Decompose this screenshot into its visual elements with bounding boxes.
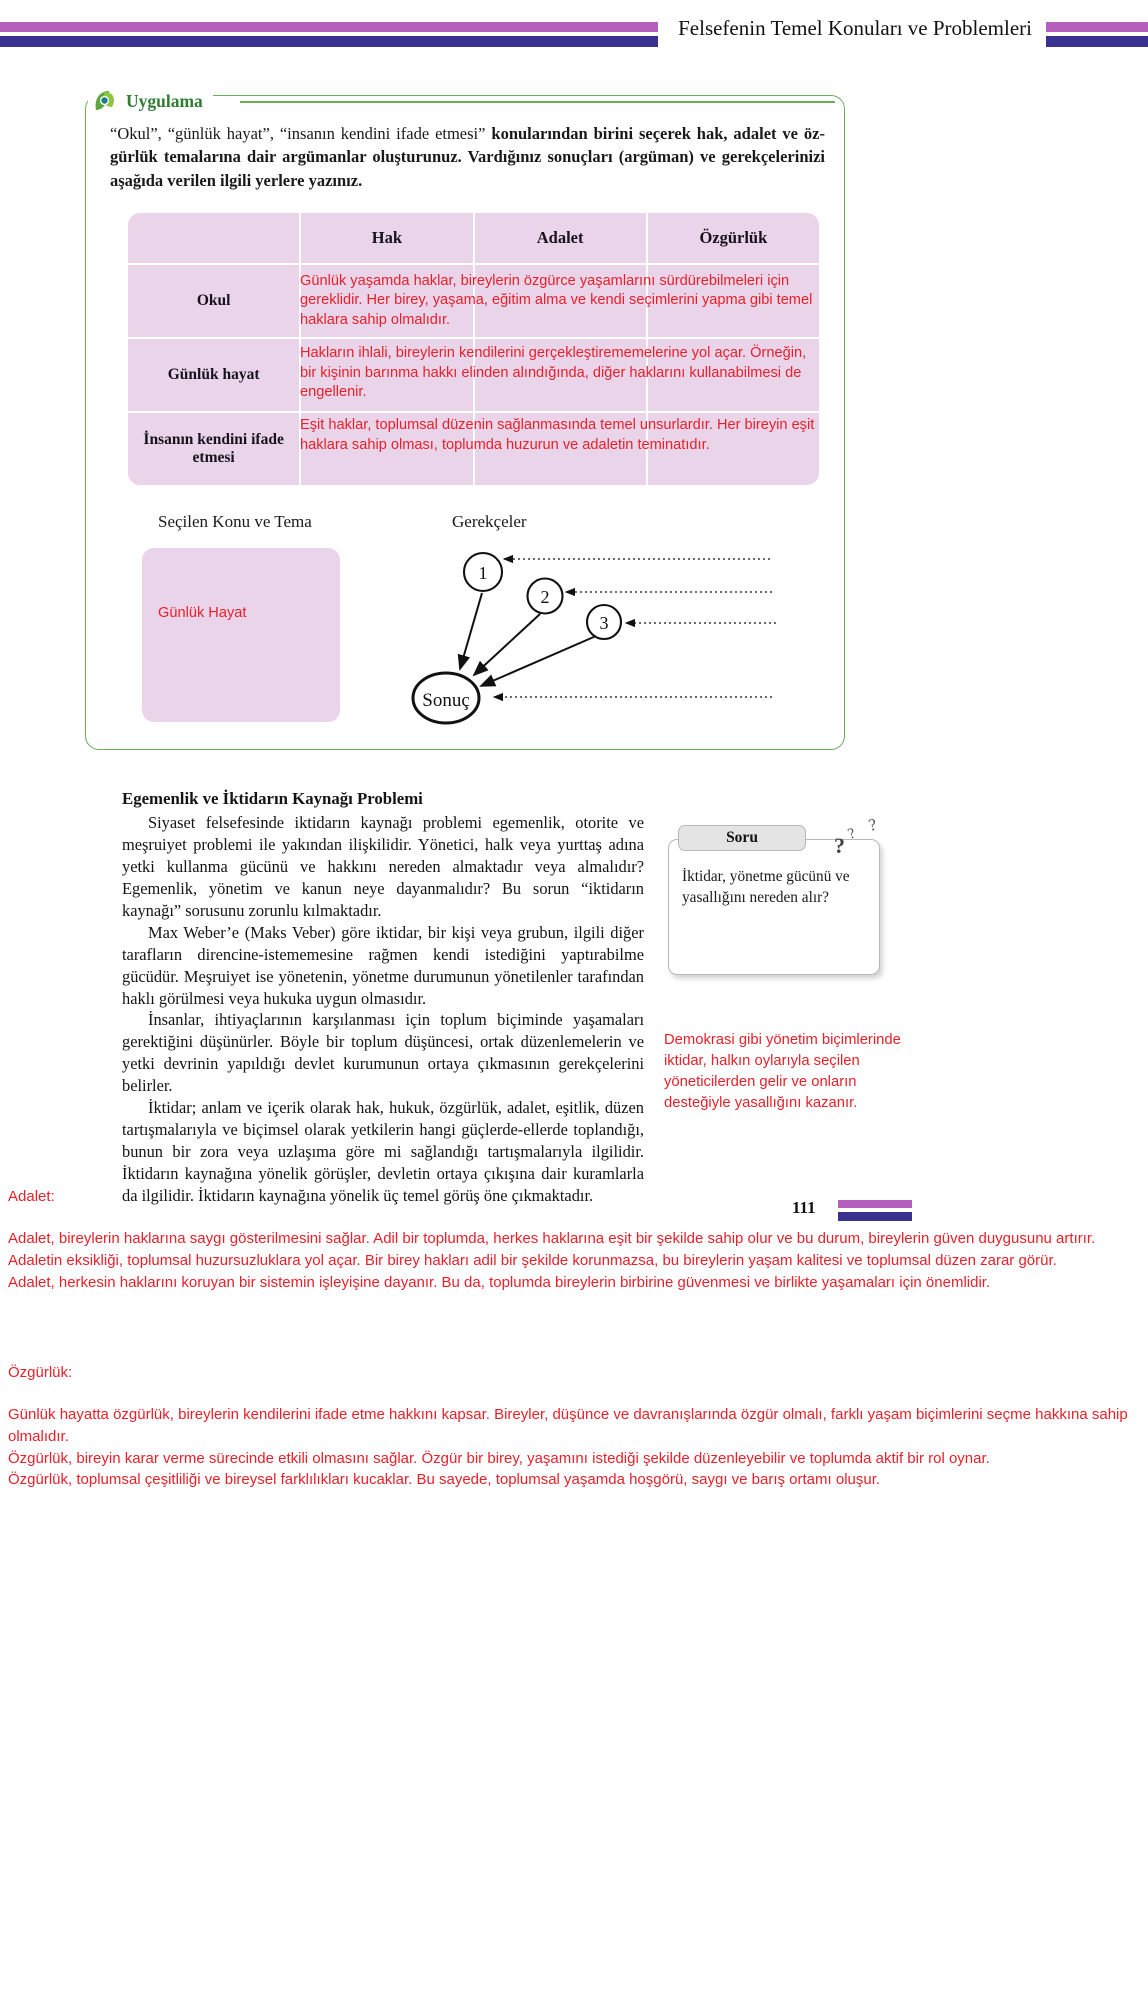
question-text: İktidar, yönetme gücünü ve yasallığını nereden alır? [682,868,850,906]
table-col-hak: Hak [301,213,472,263]
note-ozgurluk-body [8,1404,1128,1491]
svg-text:Sonuç: Sonuç [422,690,470,711]
svg-text:1: 1 [478,563,488,583]
page-title: Felsefenin Temel Konuları ve Problemleri [678,16,1032,40]
reasons-diagram [400,530,820,740]
table-cell-okul-ozgurluk[interactable] [648,265,819,337]
page-number-bar-bottom [838,1212,912,1221]
table-cell-okul-adalet[interactable] [475,265,646,337]
table-row-label-gunluk-hayat: Günlük hayat [128,339,299,411]
article-paragraph-2: Max Weber’e (Maks Veber) göre iktidar, bir kişi veya grubun, ilgili diğer tarafların direncine-istememesine rağmen kendi istediğini yaptırabilme gücüdür. Meşruiyet ise yönetenin, yönetme durumunun yönetilenler tarafından haklı görülmesi veya hukuka uygun olmasıdır. [122,922,644,1008]
svg-text:?: ? [845,825,858,843]
table-cell-ifade-adalet[interactable] [475,413,646,485]
note-adalet-heading: Adalet: [8,1188,55,1205]
article-body [122,788,644,1206]
note-adalet-line-1: Adalet, bireylerin haklarına saygı gösterilmesini sağlar. Adil bir toplumda, herkes haklarına eşit bir şekilde sahip olur ve bu durum, bireylerin güven duygusunu artırır. [8,1230,1096,1247]
table-row [128,413,819,485]
header-bar-left-top [0,22,658,32]
note-ozgurluk-line-2: Özgürlük, bireyin karar verme sürecinde etkili olmasını sağlar. Özgür bir birey, yaşamını istediği şekilde düzenleyebilir ve toplumda aktif bir rol oynar. [8,1449,990,1467]
article-paragraph-4: İktidar; anlam ve içerik olarak hak, hukuk, özgürlük, adalet, eşitlik, düzen tartışmalarıyla ve biçimsel olarak yetkilerin hangi güçlerde-ellerde toplandığı, bunun bir zora veya uzlaşıma göre mi sağlandığı tartışmalarıyla ilgilidir. İktidarın kaynağına yönelik görüşler, devletin ortaya çıkışına dair kuramlarla da ilgilidir. İktidarın kaynağına yönelik üç temel görüş öne çıkmaktadır. [122,1098,644,1205]
table-cell-gunluk-adalet[interactable] [475,339,646,411]
table-answer-2: Hakların ihlali, bireylerin kendilerini gerçekleştirememelerine yol açar. Örneğin, bir kişinin barınma hakkı elinden alındığında, diğer haklarını kullanabilmesi de engellenir. [300,345,807,401]
table-row-label-ifade: İnsanın kendini ifade etmesi [128,413,299,485]
article-paragraph-3: İnsanlar, ihtiyaçlarının karşılanması için toplum biçiminde yaşamaları gerektiğini düşünürler. Böyle bir toplum düşüncesi, ortak düzenlemelerin ve yetki devrinin yapıldığı devlet kurumunun ortaya çıkmasının gerekçelerini belirler. [122,1010,644,1096]
svg-text:?: ? [834,833,845,858]
note-ozgurluk-line-1: Günlük hayatta özgürlük, bireylerin kendilerini ifade etme hakkını kapsar. Bireyler, düşünce ve davranışlarında özgür olmalı, farklı yaşam biçimlerini seçme hakkına sahip olmalıdır. [8,1406,1128,1445]
arguments-table [126,211,821,487]
note-adalet-body [8,1228,1128,1293]
note-adalet-line-2: Adaletin eksikliği, toplumsal huzursuzluklara yol açar. Bir birey hakları adil bir şekilde korunmazsa, bu bireylerin yaşam kalitesi ve toplumsal düzen zarar görür. [8,1251,1057,1269]
table-row [128,265,819,337]
table-header-row [128,213,819,263]
table-cell-ifade-hak[interactable] [301,413,472,485]
note-ozgurluk-heading: Özgürlük: [8,1364,73,1381]
arrow-1-to-result [460,593,482,669]
application-header [88,88,213,114]
svg-text:2: 2 [540,587,550,607]
arrow-3-to-result [481,636,596,686]
page-header [0,16,1148,58]
table-cell-ifade-ozgurluk[interactable] [648,413,819,485]
table-answer-3: Eşit haklar, toplumsal düzenin sağlanmasında temel unsurlardır. Her bireyin eşit haklara sahip olması, toplumda huzurun ve adaletin teminatıdır. [300,417,815,453]
instruction-text [110,122,825,192]
leaf-icon [92,88,118,114]
question-callout [668,814,908,1015]
diagram-topic-label: Seçilen Konu ve Tema [158,512,312,531]
svg-text:3: 3 [599,613,609,633]
question-answer: Demokrasi gibi yönetim biçimlerinde iktidar, halkın oylarıyla seçilen yöneticilerden gelir ve onların desteğiyle yasallığını kazanır. [664,1032,901,1111]
article-heading: Egemenlik ve İktidarın Kaynağı Problemi [122,789,423,808]
diagram-reasons-label: Gerekçeler [452,512,527,531]
table-row [128,339,819,411]
arrow-2-to-result [474,614,540,675]
instruction-plain: “Okul”, “günlük hayat”, “insanın kendini ifade etmesi” [110,124,492,143]
article-paragraph-1: Siyaset felsefesinde iktidarın kaynağı problemi egemenlik, otorite ve meşruiyet problemi ile yakından ilişkilidir. Yönetici, halk veya yurttaş adına yetki kullanma gücünü ve hakkını nereden almaktadır veya almalıdır? Egemenlik, yönetim ve kanun neye dayanmalıdır? Bu sorun “iktidarın kaynağı” sorusunu zorunlu kılmaktadır. [122,813,644,920]
table-answer-1: Günlük yaşamda haklar, bireylerin özgürce yaşamlarını sürdürebilmeleri için gereklidir. Her birey, yaşama, eğitim alma ve kendi seçimlerini yapma gibi temel haklara sahip olmalıdır. [300,273,813,328]
note-ozgurluk-line-3: Özgürlük, toplumsal çeşitliliği ve bireysel farklılıkları kucaklar. Bu sayede, toplumsal yaşamda hoşgörü, saygı ve barış ortamı oluşur. [8,1471,881,1489]
table-row-label-okul: Okul [128,265,299,337]
header-bar-right-bottom [1046,36,1148,47]
header-bar-left-bottom [0,36,658,47]
table-cell-okul-hak[interactable] [301,265,472,337]
table-col-adalet: Adalet [475,213,646,263]
header-bar-right-top [1046,22,1148,32]
question-tab-label: Soru [678,825,806,851]
table-col-ozgurluk: Özgürlük [648,213,819,263]
application-label: Uygulama [126,90,203,111]
svg-text:?: ? [866,814,879,835]
table-col-blank [128,213,299,263]
table-cell-gunluk-hak[interactable] [301,339,472,411]
thought-bubble-icon [798,813,908,871]
application-header-rule [240,101,835,103]
note-adalet-line-3: Adalet, herkesin haklarını koruyan bir sistemin işleyişine dayanır. Bu da, toplumda bireylerin birbirine güvenmesi ve birlikte yaşamaları için önemlidir. [8,1273,991,1291]
diagram-topic-answer: Günlük Hayat [158,605,247,621]
diagram-topic-box[interactable] [142,548,340,722]
instruction-bold: konularından birini seçerek hak, adalet ve öz-gürlük temalarına dair argümanlar oluşturunuz. Vardığınız sonuçları (argüman) ve gerekçelerinizi aşağıda verilen ilgili yerlere yazınız. [110,124,825,190]
page-number: 111 [792,1198,816,1217]
table-cell-gunluk-ozgurluk[interactable] [648,339,819,411]
page-number-bar-top [838,1200,912,1208]
